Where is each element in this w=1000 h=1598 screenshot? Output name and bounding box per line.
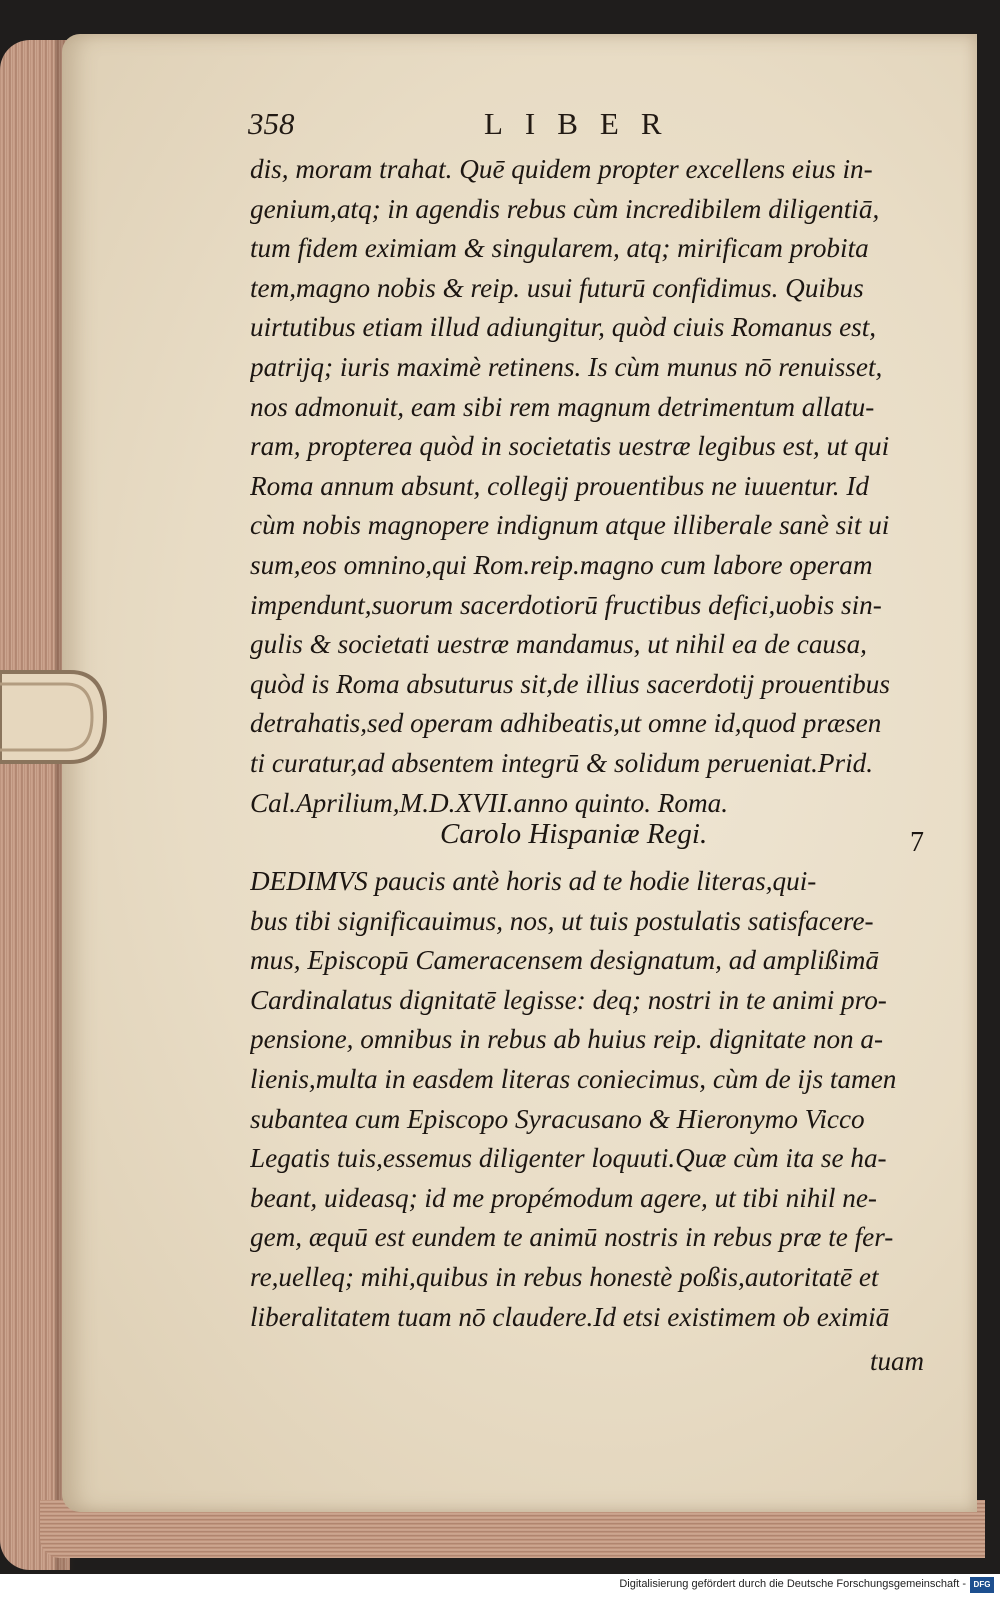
running-title: LIBER [484,106,684,141]
text-line: genium,atq; in agendis rebus cùm incredibilem diligentiā, [250,193,880,224]
letter-line: gem, æquū est eundem te animū nostris in rebus præ te fer- [250,1222,894,1253]
text-line: cùm nobis magnopere indignum atque illiberale sanè sit ui [250,510,890,541]
text-line: ti curatur,ad absentem integrū & solidum perueniat.Prid. [250,748,874,778]
text-line: detrahatis,sed operam adhibeatis,ut omne id,quod præsen [250,708,882,739]
page-number: 358 [248,106,295,141]
text-line: nos admonuit, eam sibi rem magnum detrimentum allatu- [250,391,875,422]
letter-line: liberalitatem tuam nō claudere.Id etsi existimem ob eximiā [250,1301,890,1332]
text-line: gulis & societati uestræ mandamus, ut nihil ea de causa, [250,629,867,660]
text-line: ram, propterea quòd in societatis uestræ legibus est, ut qui [250,431,890,462]
dfg-logo-icon: DFG [970,1577,994,1593]
letter-number: 7 [910,827,924,858]
text-line: quòd is Roma absuturus sit,de illius sacerdotij prouentibus [250,668,890,699]
text-line: dis, moram trahat. Quē quidem propter excellens eius in- [250,154,873,184]
text-line: impendunt,suorum sacerdotiorū fructibus defici,uobis sin- [250,589,882,620]
text-line: patrijq; iuris maximè retinens. Is cùm munus nō renuisset, [250,352,883,382]
text-line: sum,eos omnino,qui Rom.reip.magno cum labore operam [250,550,873,580]
letter-line: subantea cum Episcopo Syracusano & Hieronymo Vicco [250,1103,865,1134]
text-line: uirtutibus etiam illud adiungitur, quòd ciuis Romanus est, [250,312,877,343]
letter-line: DEDIMVS paucis antè horis ad te hodie literas,qui- [250,866,817,896]
text-line: tum fidem eximiam & singularem, atq; mirificam probita [250,233,869,264]
letter-address: Carolo Hispaniæ Regi. [440,818,708,850]
letter-line: beant, uideasq; id me propémodum agere, ut tibi nihil ne- [250,1182,877,1213]
catchword: tuam [870,1346,924,1376]
letter-line: lienis,multa in easdem literas coniecimus, cùm de ijs tamen [250,1064,897,1094]
footer-bar [0,1574,1000,1598]
letter-line: pensione, omnibus in rebus ab huius reip. dignitate non a- [250,1024,884,1055]
text-line: tem,magno nobis & reip. usui futurū confidimus. Quibus [250,272,864,303]
letter-line: bus tibi significauimus, nos, ut tuis postulatis satisfacere- [250,905,874,936]
text-line: Roma annum absunt, collegij prouentibus ne iuuentur. Id [250,470,869,501]
page-clip-icon [0,662,110,772]
letter-line: mus, Episcopū Cameracensem designatum, ad amplißimā [250,945,880,976]
letter-line: re,uelleq; mihi,quibus in rebus honestè poßis,autoritatē et [250,1262,879,1292]
running-head [248,106,928,146]
text-line: Cal.Aprilium,M.D.XVII.anno quinto. Roma. [250,787,729,818]
letter-line: Legatis tuis,essemus diligenter loquuti.Quæ cùm ita se ha- [250,1143,887,1174]
letter-line: Cardinalatus dignitatē legisse: deq; nostri in te animi pro- [250,984,887,1015]
footer-credit: Digitalisierung gefördert durch die Deutsche Forschungsgemeinschaft - [619,1578,966,1590]
